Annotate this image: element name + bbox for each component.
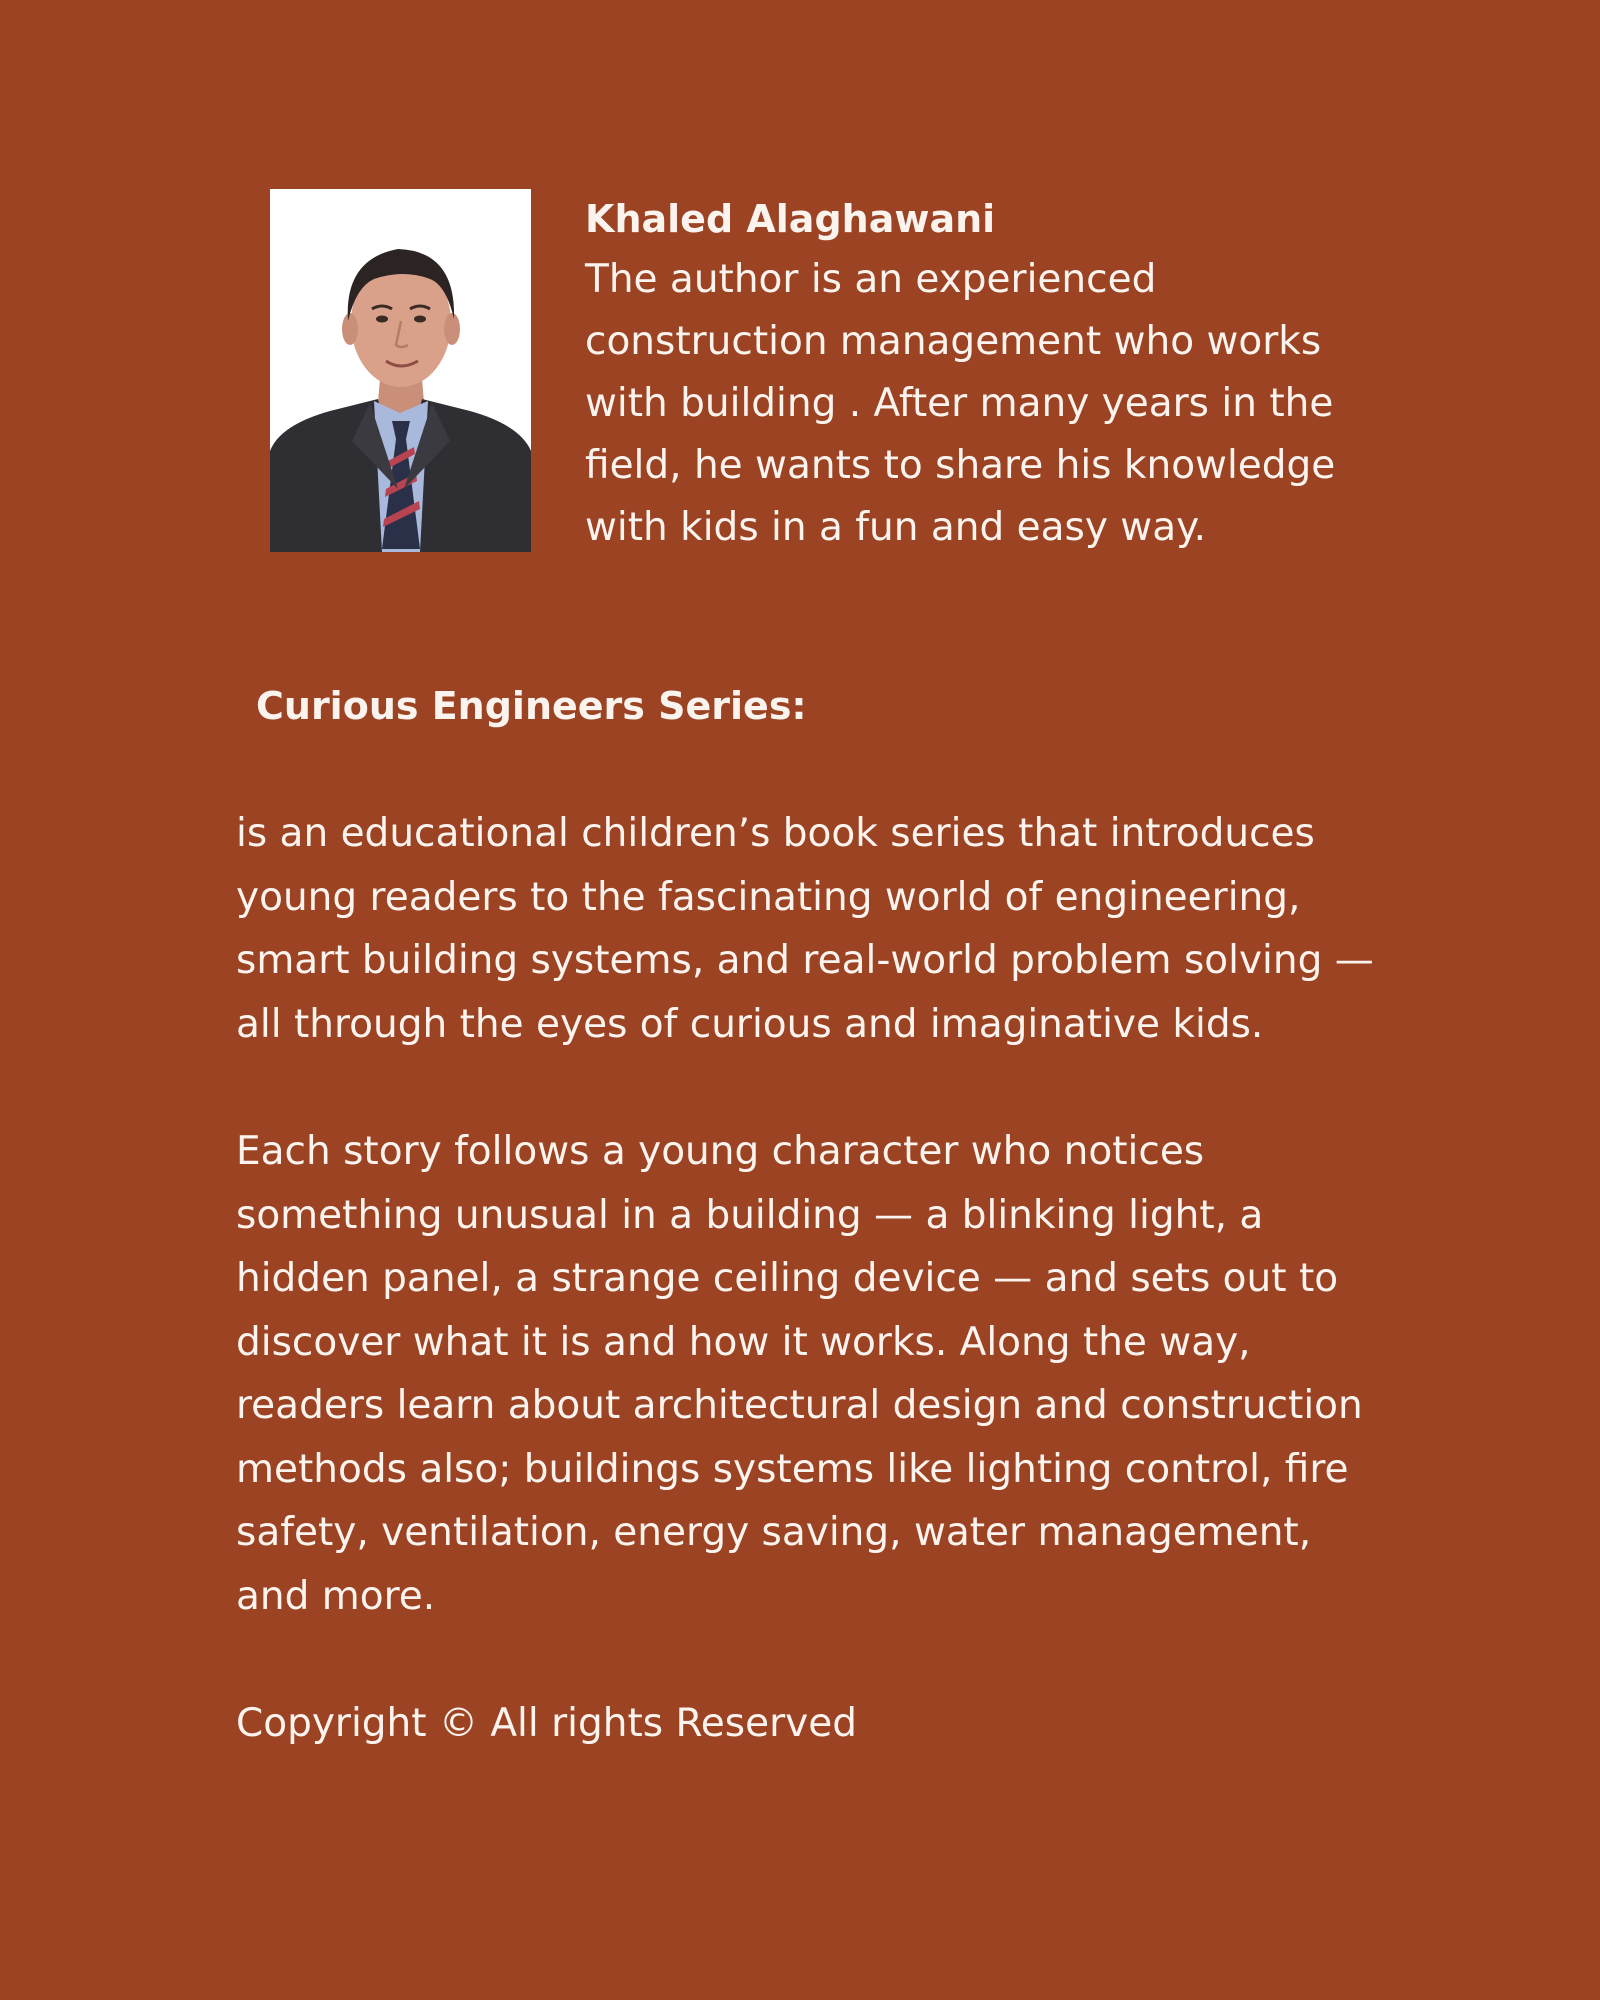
author-name: Khaled Alaghawani: [585, 197, 996, 241]
author-photo: [270, 189, 531, 552]
author-info: [585, 195, 1365, 559]
series-description: is an educational children’s book series that introduces young readers to the fascinating world of engineering, smart building systems, and real-world problem solving — all through the eyes of curious and imaginative kids.: [236, 811, 1374, 1047]
series-story-description: Each story follows a young character who notices something unusual in a building — a blinking light, a hidden panel, a strange ceiling device — and sets out to discover what it is and how it works. Along the way, readers learn about architectural design and construction methods also; buildings systems like lighting control, fire safety, ventilation, energy saving, water management, and more.: [236, 1129, 1363, 1619]
copyright-notice: Copyright © All rights Reserved: [236, 1701, 857, 1746]
author-bio: The author is an experienced construction management who works with building . After many years in the field, he wants to share his knowledge with kids in a fun and easy way.: [585, 257, 1336, 550]
series-title: Curious Engineers Series:: [256, 684, 807, 728]
